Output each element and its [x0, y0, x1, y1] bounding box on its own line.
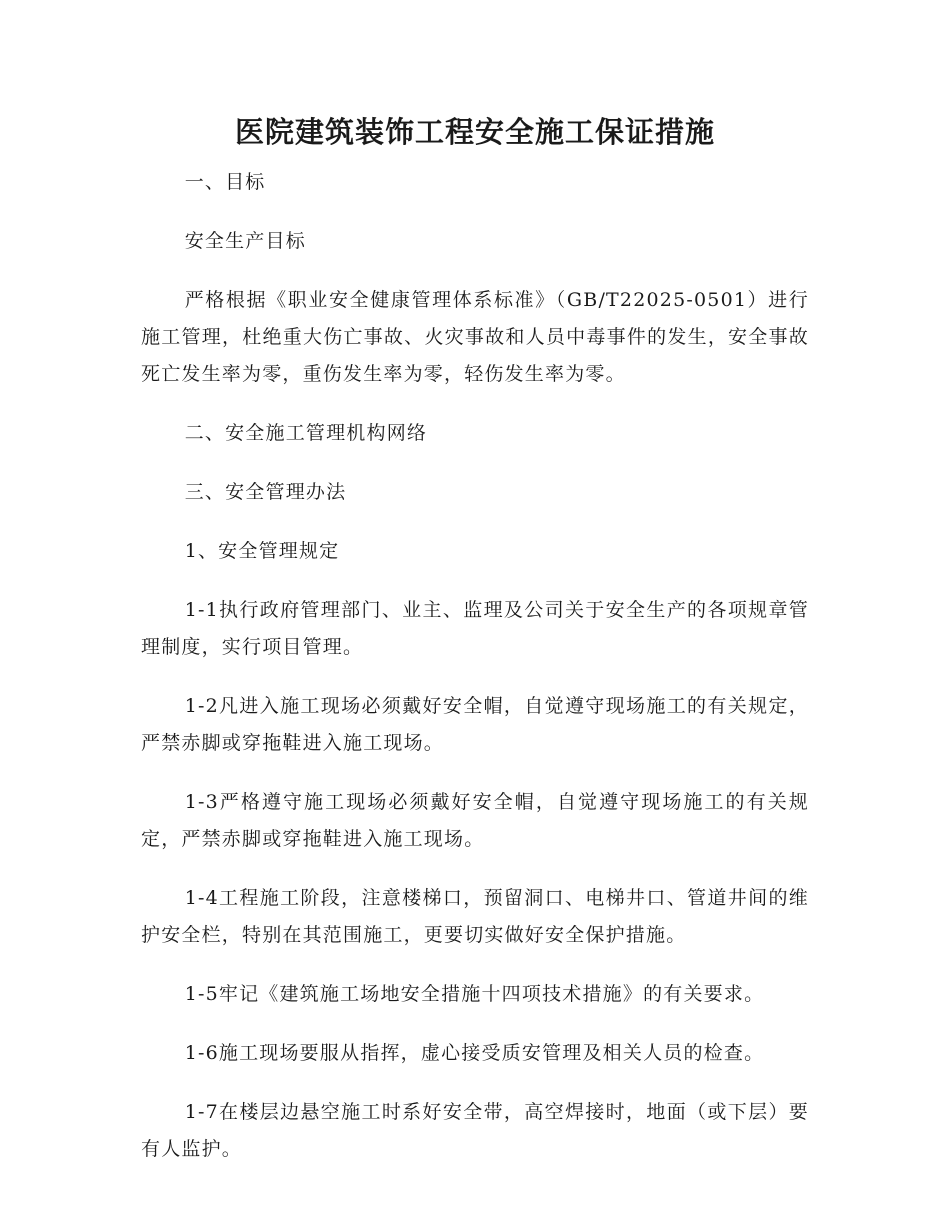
subheading-management-rules: 1、安全管理规定 [184, 540, 340, 562]
paragraph-standard: 严格根据《职业安全健康管理体系标准》（GB/T22025-0501）进行施工管理，杜绝重大伤亡事故、火灾事故和人员中毒事件的发生，安全事故死亡发生率为零，重伤发生率为零，轻伤发生率为零。 [141, 289, 809, 385]
rule-1-2: 1-2凡进入施工现场必须戴好安全帽，自觉遵守现场施工的有关规定，严禁赤脚或穿拖鞋进入施工现场。 [141, 695, 809, 754]
rule-1-1: 1-1执行政府管理部门、业主、监理及公司关于安全生产的各项规章管理制度，实行项目管理。 [141, 599, 809, 658]
heading-goal: 一、目标 [184, 171, 266, 193]
rule-1-3: 1-3严格遵守施工现场必须戴好安全帽，自觉遵守现场施工的有关规定，严禁赤脚或穿拖鞋进入施工现场。 [141, 791, 809, 850]
document-body [141, 164, 809, 1190]
subheading-safety-goal: 安全生产目标 [184, 230, 306, 252]
heading-management-methods: 三、安全管理办法 [184, 481, 347, 503]
heading-organization: 二、安全施工管理机构网络 [184, 422, 428, 444]
rule-1-4: 1-4工程施工阶段，注意楼梯口，预留洞口、电梯井口、管道井间的维护安全栏，特别在其范围施工，更要切实做好安全保护措施。 [141, 887, 809, 946]
rule-1-7: 1-7在楼层边悬空施工时系好安全带，高空焊接时，地面（或下层）要有人监护。 [141, 1101, 809, 1160]
document-title: 医院建筑装饰工程安全施工保证措施 [234, 115, 715, 149]
rule-1-5: 1-5牢记《建筑施工场地安全措施十四项技术措施》的有关要求。 [184, 983, 765, 1005]
rule-1-6: 1-6施工现场要服从指挥，虚心接受质安管理及相关人员的检查。 [184, 1042, 765, 1064]
